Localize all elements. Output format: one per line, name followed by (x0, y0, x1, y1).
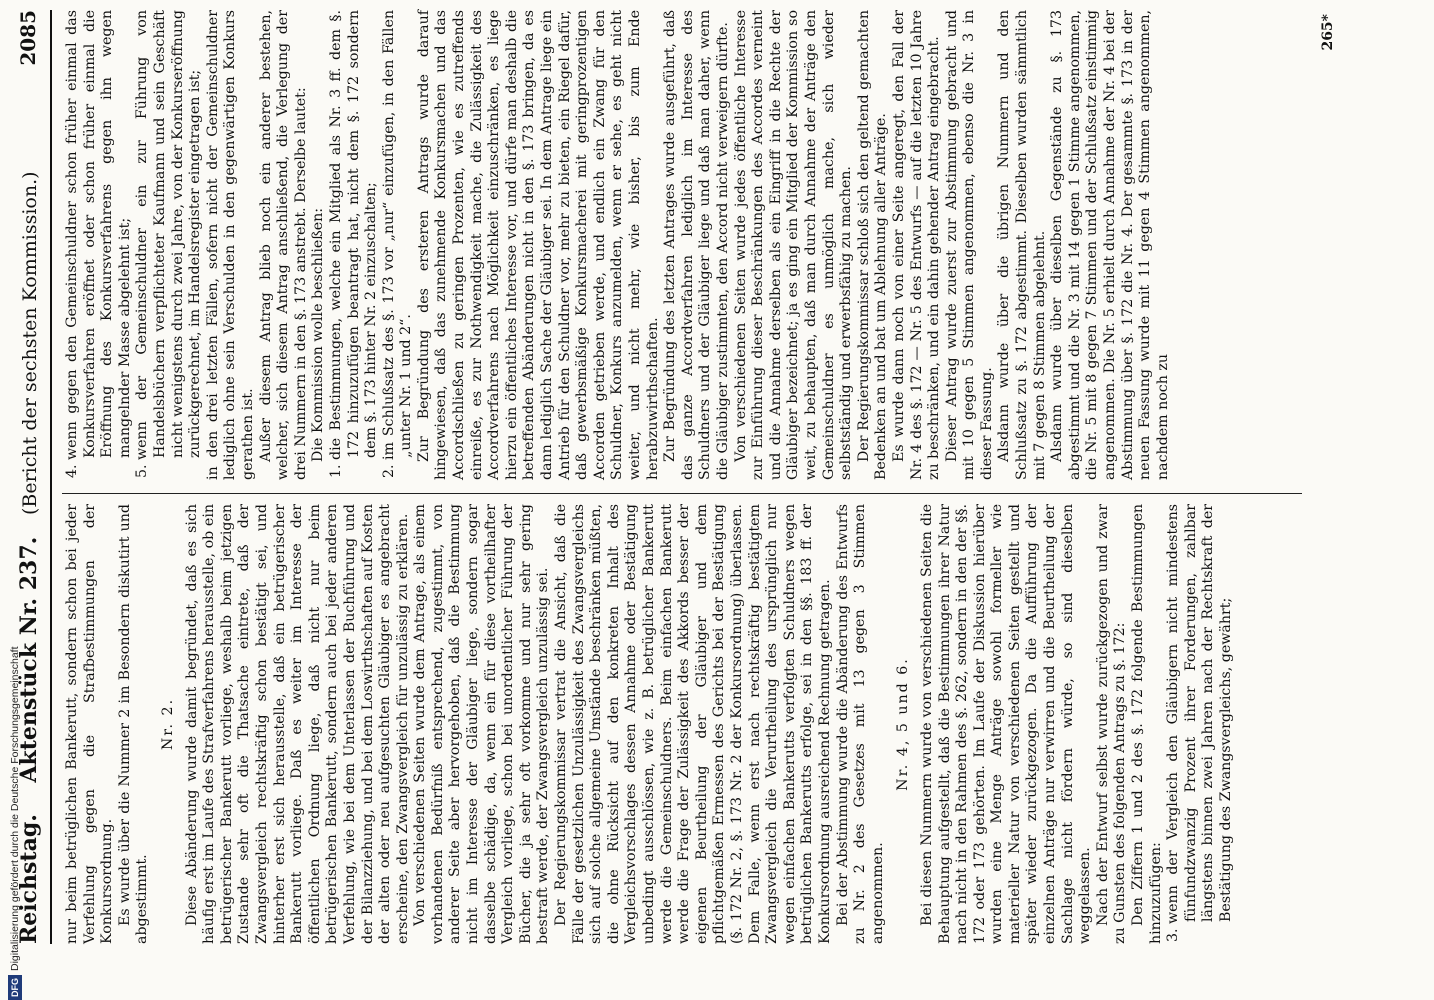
paragraph: Der Regierungskommissar vertrat die Ansicht, daß die Fälle der gesetzlichen Unzulässigkeit des Zwangsvergleichs sich auf solche allgemeine Umstände beschränken müßten, die ohne Rücksicht auf den konkreten Inhalt des Vergleichsvorschlages dessen Annahme oder Bestätigung unbedingt ausschlössen, wie z. B. betrüglicher Bankerutt werde die Gemeinschuldners. Beim einfachen Bankerutt werde die Frage der Zulässigkeit des Akkords besser der eigenen Beurtheilung der Gläubiger und dem pflichtgemäßen Ermessen des Gerichts bei der Bestätigung (§. 172 Nr. 2, §. 173 Nr. 2 der Konkursordnung) überlassen. Dem Falle, wenn erst nach rechtskräftig bestätigtem Zwangsvergleich die Verurtheilung des ursprünglich nur wegen einfachen Bankerutts verfolgten Schuldners wegen betrüglichen Bankerutts erfolge, sei in den §§. 183 ff. der Konkursordnung ausreichend Rechnung getragen. (553, 504, 833, 944)
list-item-number: 5. (134, 464, 151, 478)
header-title: Aktenstück Nr. 237. (16, 536, 42, 783)
list-item-text: wenn der Gemeinschuldner ein zur Führung von Handelsbüchern verpflichteter Kaufmann und sein Geschäft nicht wenigstens durch zwei Jahre, von der Konkurseröffnung zurückgerechnet, im Handelsregister eingetragen ist; (134, 10, 204, 460)
paragraph: Außer diesem Antrag blieb noch ein anderer bestehen, welcher, sich diesem Antrag anschließend, die Verlegung der drei Nummern in den §. 173 anstrebt. Derselbe lautet: (257, 10, 309, 480)
paragraph: Zur Begründung des ersteren Antrags wurde darauf hingewiesen, daß das zunehmende Konkursmachen und das Accordschließen zu geringen Prozenten, wie es zutreffends einreiße, es zur Nothwendigkeit mache, die Zulässigkeit des Accordverfahrens nach Möglichkeit einzuschränken, es liege hierzu ein öffentliches Interesse vor, und dürfe man deshalb die betreffenden Abänderungen nicht in den §. 173 bringen, da es dann lediglich Sache der Gläubiger sei. In dem Antrage liege ein Antrieb für den Schuldner vor, mehr zu bieten, ein Riegel dafür, daß gewerbsmäßige Konkursmacherei mit geringprozentigen Accorden getrieben werde, und endlich ein Zwang für den Schuldner, Konkurs anzumelden, wenn er sehe, es geht nicht weiter, und nicht mehr, wie bisher, bis zum Ende herabzuwirthschaften. (415, 10, 661, 480)
right-column (64, 10, 1310, 480)
list-item (64, 10, 134, 478)
paragraph: Der Regierungskommissar schloß sich den geltend gemachten Bedenken an und bat um Ablehnung aller Anträge. (855, 10, 890, 480)
header-subtitle: (Bericht der sechsten Kommission.) (19, 171, 41, 516)
paragraph: Es wurde über die Nummer 2 im Besondern diskutirt und abgestimmt. (116, 504, 151, 944)
header-left: Reichstag. (16, 814, 42, 944)
list-item-number: 1. (327, 464, 344, 478)
sheet-signature: 265* (1320, 14, 1336, 51)
edge-note-text (8, 0, 22, 1000)
list-item-text: wenn gegen den Gemeinschuldner schon früher einmal das Konkursverfahren eröffnet oder schon früher einmal die Eröffnung des Konkursverfahrens gegen ihn wegen mangelnder Masse abgelehnt ist; (64, 10, 133, 460)
paragraph: Von verschiedenen Seiten wurde jedes öffentliche Interesse zur Einführung dieser Beschränkungen des Accordes verneint und die Annahme derselben als ein Eingriff in die Rechte der Gläubiger bezeichnet; ja es ging ein Mitglied der Kommission so weit, zu behaupten, daß man durch Annahme der Anträge den Gemeinschuldner es unmöglich mache, sich wieder selbstständig und erwerbsfähig zu machen. (732, 10, 855, 480)
list-item (134, 10, 204, 478)
section-heading: Nr. 2. (159, 697, 176, 751)
edge-note (8, 0, 22, 1000)
list-item-text: im Schlußsatz des §. 173 vor „nur“ einzufügen, in den Fällen „unter Nr. 1 und 2“. (380, 10, 415, 460)
paragraph: nur beim betrüglichen Bankerutt, sondern schon bei jeder Verfehlung gegen die Strafbestimmungen der Konkursordnung. (64, 504, 116, 944)
left-column (64, 504, 1310, 944)
list-item (327, 10, 381, 478)
paragraph: Alsdann wurde über dieselben Gegenstände zu §. 173 abgestimmt und die Nr. 3 mit 14 gegen 1 Stimme angenommen, die Nr. 5 mit 8 gegen 7 Stimmen und der Schlußsatz einstimmig angenommen. Die Nr. 5 erhielt durch Annahme der Nr. 4 bei der Abstimmung über §. 172 die Nr. 4. Der gesammte §. 173 in der neuen Fassung wurde mit 11 gegen 4 Stimmen angenommen, nachdem noch zu (1049, 10, 1171, 480)
section-heading: Nr. 4, 5 und 6. (895, 657, 912, 791)
column-divider (62, 493, 1302, 494)
paragraph: Diese Abänderung wurde damit begründet, daß es sich häufig erst im Laufe des Strafverfahrens herausstelle, ob ein betrügerischer Bankerutt vorliege, weshalb beim jetzigen Zustande sehr oft die Thatsache eintrete, daß der Zwangsvergleich rechtskräftig schon bestätigt sei, und hinterher erst sich herausstelle, daß ein betrügerischer Bankerutt vorliege. Daß es weiter im Interesse der öffentlichen Ordnung liege, daß nicht nur beim betrügerischen Bankerutt, sondern auch bei jeder anderen Verfehlung, wie bei dem Unterlassen der Buchführung und der Bilanzziehung, und bei dem Loswirthschaften auf Kosten der alten oder neu aufgesuchten Gläubiger es angebracht erscheine, den Zwangsvergleich für unzulässig zu erklären. (183, 504, 411, 944)
paragraph: Die Kommission wolle beschließen: (310, 207, 327, 462)
paragraph: Dieser Antrag wurde zuerst zur Abstimmung gebracht und mit 10 gegen 5 Stimmen angenommen, ebenso die Nr. 3 in dieser Fassung. (943, 10, 995, 480)
list-item-number: 4. (64, 464, 80, 478)
paragraph: Alsdann wurde über die übrigen Nummern und den Schlußsatz zu §. 172 abgestimmt. Dieselben wurden sämmtlich mit 7 gegen 8 Stimmen abgelehnt. (996, 10, 1048, 480)
list-item-number: 3. (1165, 928, 1182, 942)
paragraph: in den drei letzten Fällen, sofern nicht der Gemeinschuldner lediglich ohne sein Verschulden in den gegenwärtigen Konkurs gerathen ist. (204, 10, 256, 480)
page-number: 2085 (16, 10, 40, 66)
list-item (1165, 504, 1235, 942)
paragraph: Nach der Entwurf selbst wurde zurückgezogen und zwar zu Gunsten des folgenden Antrags zu §. 172: (1094, 504, 1129, 944)
funding-note: Digitalisierung gefördert durch die Deutsche Forschungsgemeinschaft (9, 646, 21, 971)
list-item (380, 10, 416, 478)
paragraph: Es wurde dann noch von einer Seite angeregt, den Fall der Nr. 4 des §. 172 — Nr. 5 des Entwurfs — auf die letzten 10 Jahre zu beschränken, und ein dahin gehender Antrag eingebracht. (890, 10, 943, 480)
list-item-number: 2. (380, 464, 397, 478)
paragraph: Von verschiedenen Seiten wurde dem Antrage, als einem vorhandenen Bedürfniß entsprechend, zugestimmt, von anderer Seite aber hervorgehoben, daß die Bestimmung nicht im Interesse der Gläubiger liege, sondern sogar dasselbe schädige, da, wenn ein für diese vortheilhafter Vergleich vorliege, schon bei unordentlicher Führung der Bücher, die ja sehr oft vorkomme und nur sehr gering bestraft werde, der Zwangsvergleich unzulässig sei. (412, 504, 552, 944)
paragraph: Bei diesen Nummern wurde von verschiedenen Seiten die Behauptung aufgestellt, daß die Bestimmungen ihrer Natur nach nicht in den Rahmen des §. 262, sondern in den der §§. 172 oder 173 gehörten. Im Laufe der Diskussion hierüber wurden eine Menge Anträge sowohl formeller wie materieller Natur von verschiedenen Seiten gestellt und später wieder zurückgezogen. Da die Aufführung der einzelnen Anträge nur verwirren und die Beurtheilung der Sachlage nicht fördern würde, so sind dieselben weggelassen. (918, 504, 1094, 944)
list-item-text: die Bestimmungen, welche ein Mitglied als Nr. 3 ff. dem §. 172 hinzuzufügen beantragt hat, nicht dem §. 172 sondern dem §. 173 hinter Nr. 2 einzuschalten; (327, 10, 380, 460)
paragraph: Den Ziffern 1 und 2 des §. 172 folgende Bestimmungen hinzuzufügen: (1130, 504, 1164, 944)
paragraph: Zur Begründung des letzten Antrages wurde ausgeführt, daß das ganze Accordverfahren lediglich im Interesse des Schuldners und der Gläubiger liege und daß man daher, wenn die Gläubiger zustimmten, den Accord nicht verweigern dürfte. (662, 10, 731, 480)
list-item-text: wenn der Vergleich den Gläubigern nicht mindestens fünfundzwanzig Prozent ihrer Forderungen, zahlbar längstens binnen zwei Jahren nach der Rechtskraft der Bestätigung des Zwangsvergleichs, gewährt; (1165, 504, 1234, 924)
dfg-logo: DFG (8, 975, 22, 1000)
paragraph: Bei der Abstimmung wurde die Abänderung des Entwurfs zu Nr. 2 des Gesetzes mit 13 gegen 3 Stimmen angenommen. (834, 504, 886, 944)
